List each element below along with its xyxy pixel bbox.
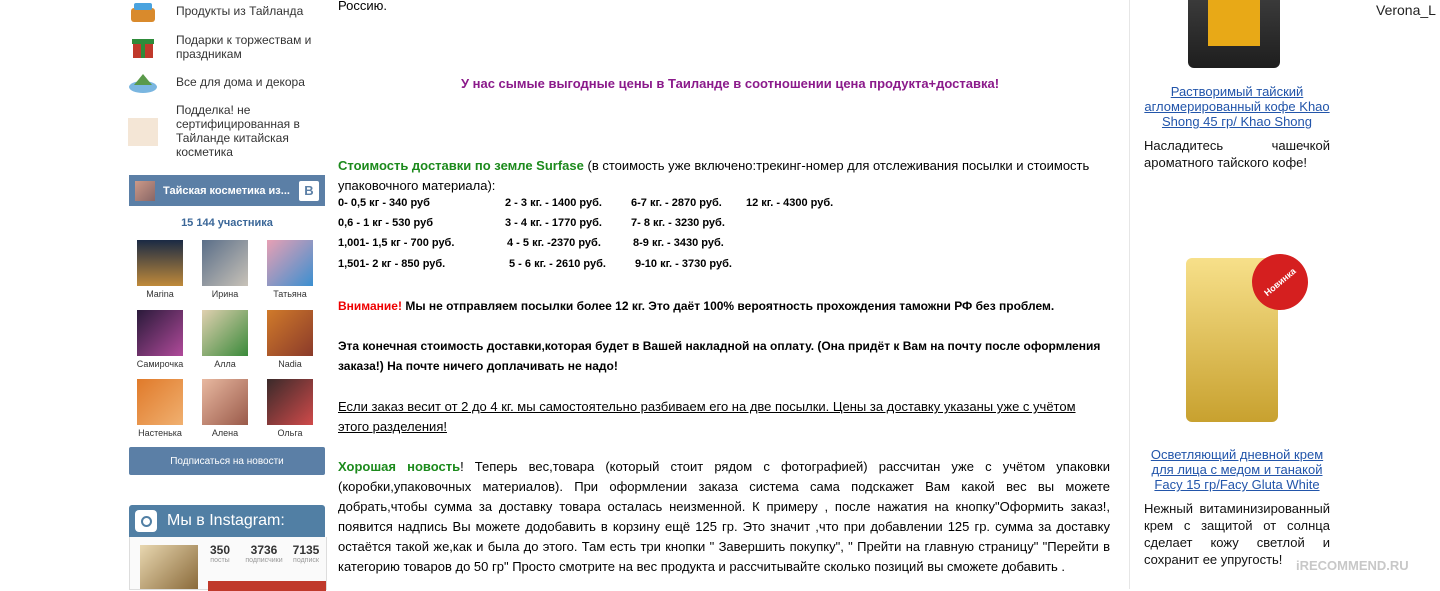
warning-label: Внимание!: [338, 299, 402, 313]
member-card[interactable]: [195, 310, 255, 369]
member-card[interactable]: [260, 240, 320, 299]
rate-cell: 0- 0,5 кг - 340 руб: [338, 197, 430, 209]
avatar[interactable]: [202, 379, 248, 425]
rate-cell: 5 - 6 кг. - 2610 руб.: [509, 258, 606, 270]
member-card[interactable]: [195, 379, 255, 438]
member-name: Nadia: [278, 359, 302, 369]
instagram-title: Мы в Instagram:: [167, 512, 285, 529]
shipping-note: (в стоимость уже включено:трекинг-номер для отслеживания посылки и стоимость упаковочного материала):: [338, 158, 1090, 193]
rate-cell: 6-7 кг. - 2870 руб.: [631, 197, 722, 209]
member-name: Настенька: [138, 428, 182, 438]
column-divider: [1129, 0, 1130, 589]
member-card[interactable]: [130, 240, 190, 299]
shipping-section: [338, 156, 1110, 196]
member-name: Самирочка: [136, 359, 184, 369]
instagram-avatar[interactable]: [140, 545, 198, 589]
avatar[interactable]: [267, 379, 313, 425]
rate-cell: 9-10 кг. - 3730 руб.: [635, 258, 732, 270]
member-name: Ольга: [277, 428, 303, 438]
product-label: [1208, 0, 1260, 46]
username[interactable]: Verona_L: [1376, 2, 1436, 18]
avatar[interactable]: [267, 310, 313, 356]
rate-cell: 0,6 - 1 кг - 530 руб: [338, 217, 433, 229]
category-item-home-decor[interactable]: [128, 69, 316, 97]
member-card[interactable]: [130, 379, 190, 438]
member-card[interactable]: [260, 379, 320, 438]
member-name: Алла: [214, 359, 236, 369]
category-label: Все для дома и декора: [176, 75, 305, 89]
member-name: Marina: [146, 289, 174, 299]
instagram-follow-button[interactable]: [208, 581, 326, 591]
group-avatar: [135, 181, 155, 201]
member-card[interactable]: [130, 310, 190, 369]
avatar[interactable]: [202, 240, 248, 286]
avatar[interactable]: [137, 379, 183, 425]
member-card[interactable]: [260, 310, 320, 369]
avatar[interactable]: [267, 240, 313, 286]
instagram-widget-body: [129, 537, 327, 590]
category-label: Продукты из Тайланда: [176, 4, 304, 18]
category-label: Подделка! не сертифицированная в Тайланде китайская косметика: [176, 103, 300, 159]
instagram-stat-posts: 350 посты: [209, 543, 231, 564]
category-label: Подарки к торжествам и праздникам: [176, 33, 312, 61]
subscribe-button[interactable]: Подписаться на новости: [129, 447, 325, 475]
product-description: Насладитесь чашечкой ароматного тайского кофе!: [1144, 138, 1330, 170]
rate-cell: 1,501- 2 кг - 850 руб.: [338, 258, 446, 270]
home-decor-icon: [128, 69, 158, 97]
warning-line: [338, 296, 1110, 316]
vk-logo-icon: В: [299, 181, 319, 201]
promo-banner: У нас сымые выгодные цены в Таиланде в соотношении цена продукта+доставка!: [460, 76, 1000, 91]
basket-icon: [128, 0, 158, 28]
member-name: Ирина: [211, 289, 239, 299]
good-news-label: Хорошая новость: [338, 459, 461, 474]
rate-cell: 7- 8 кг. - 3230 руб.: [631, 217, 725, 229]
product-description: Нежный витаминизированный крем с защитой от солнца сделает кожу светлой и сохранит ее упругость!: [1144, 501, 1330, 567]
instagram-widget-header[interactable]: [129, 505, 325, 537]
avatar[interactable]: [137, 240, 183, 286]
warning-text: Мы не отправляем посылки более 12 кг. Это даёт 100% вероятность прохождения таможни РФ без проблем.: [401, 299, 1055, 313]
instagram-stat-followers: 3736 подписчики: [245, 543, 283, 564]
rate-cell: 8-9 кг. - 3430 руб.: [633, 237, 724, 249]
text-fragment: Россию.: [338, 0, 387, 13]
instagram-icon: [135, 510, 157, 532]
member-name: Татьяна: [273, 289, 307, 299]
rate-cell: 2 - 3 кг. - 1400 руб.: [505, 197, 602, 209]
coffee-product-image[interactable]: [1188, 0, 1280, 68]
rate-cell: 12 кг. - 4300 руб.: [746, 197, 834, 209]
new-badge: Новинка: [1241, 243, 1320, 322]
rate-cell: 4 - 5 кг. -2370 руб.: [507, 237, 601, 249]
rate-cell: 3 - 4 кг. - 1770 руб.: [505, 217, 602, 229]
product-link-cream[interactable]: Осветляющий дневной крем для лица с медом и танакой Facy 15 гр/Facy Gluta White: [1150, 447, 1324, 492]
final-cost-note: Эта конечная стоимость доставки,которая будет в Вашей накладной на оплату. (Она придёт к Вам на почту после оформления заказа!) На почте ничего доплачивать не надо!: [338, 339, 1101, 373]
good-news-text: ! Теперь вес,товара (который стоит рядом с фотографией) рассчитан уже с учётом упаковки (коробки,упаковочных материалов). При оформлении заказа система сама подскажет Вам какой вес вы можете добрать,чтобы сумма за доставку товара осталась неизменной. К примеру , после нажатия на кнопку"Оформить заказ!, появится надпись Вы можете додобавить в корзину ещё 125 гр. Это значит ,что при добавлении 125 гр. сумма за доставку остаётся такой же,как и была до этого. Там есть три кнопки " Завершить покупку", " Прейти на главную страницу" "Перейти в категорию товаров до 50 гр" Просто смотрите на вес продукта и рассчитывайте сколько позиций вы сможете добавить .: [338, 459, 1110, 574]
placeholder-icon: [128, 118, 158, 146]
shipping-title: Стоимость доставки по земле Surfase: [338, 158, 584, 173]
rate-cell: 1,001- 1,5 кг - 700 руб.: [338, 237, 455, 249]
gift-icon: [128, 33, 158, 61]
member-card[interactable]: [195, 240, 255, 299]
avatar[interactable]: [137, 310, 183, 356]
category-item-gifts[interactable]: [128, 33, 316, 61]
vk-group-title[interactable]: Тайская косметика из...: [163, 184, 290, 197]
good-news-paragraph: [338, 457, 1110, 577]
split-order-note: Если заказ весит от 2 до 4 кг. мы самостоятельно разбиваем его на две посылки. Цены за доставку указаны уже с учётом этого разделения!: [338, 399, 1076, 434]
category-item-thai-products[interactable]: [128, 0, 316, 28]
instagram-stat-following: 7135 подписк: [292, 543, 320, 564]
watermark: iRECOMMEND.RU: [1296, 558, 1409, 573]
product-link-coffee[interactable]: Растворимый тайский агломерированный кофе Khao Shong 45 гр/ Khao Shong: [1144, 84, 1330, 129]
member-count[interactable]: 15 144 участника: [181, 217, 273, 229]
category-item-fake-cosmetics[interactable]: [128, 103, 316, 159]
vk-widget-header[interactable]: [129, 175, 325, 206]
member-name: Алена: [211, 428, 239, 438]
cream-product-image[interactable]: [1186, 258, 1298, 422]
avatar[interactable]: [202, 310, 248, 356]
